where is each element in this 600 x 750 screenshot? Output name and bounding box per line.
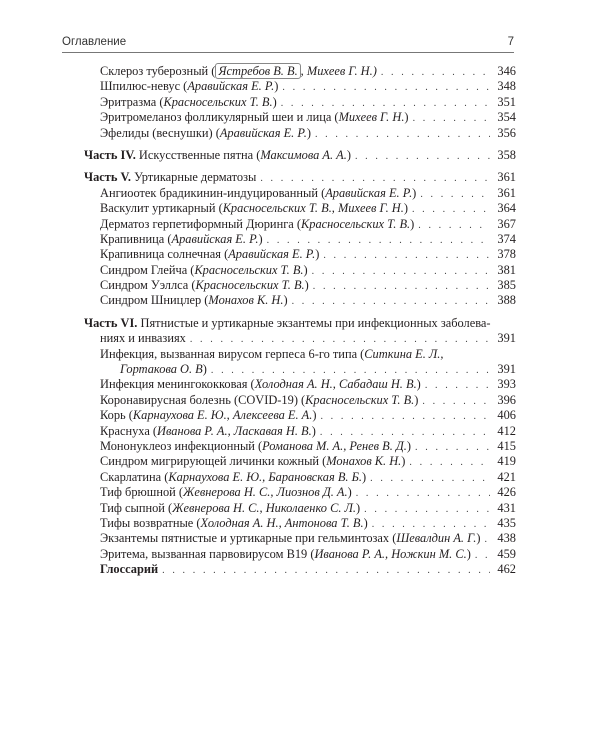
page-header: [62, 32, 514, 52]
toc-entry-tuberous-sclerosis[interactable]: Склероз туберозный ( Ястребов В. В. , Михеев Г. Н.) . . . 346: [84, 64, 516, 79]
toc-entry[interactable]: Скарлатина (Карнаухова Е. Ю., Барановская В. Б.) . . . 421: [84, 470, 516, 485]
dot-leader: [418, 218, 490, 233]
toc-entry[interactable]: Коронавирусная болезнь (COVID-19) (Красносельских Т. В.) . . . 396: [84, 393, 516, 408]
toc-page-number: 358: [497, 147, 516, 162]
toc-entry[interactable]: Эритема, вызванная парвовирусом B19 (Иванова Р. А., Ножкин М. С.) . . . 459: [84, 547, 516, 562]
toc-entry[interactable]: Дерматоз герпетиформный Дюринга (Красносельских Т. В.) . . . 367: [84, 217, 516, 232]
toc-page-number: 391: [497, 362, 516, 377]
dot-leader: [211, 363, 490, 378]
toc-entry[interactable]: Эритромеланоз фолликулярный шеи и лица (Михеев Г. Н.) . . . 354: [84, 110, 516, 125]
toc-entry[interactable]: Корь (Карнаухова Е. Ю., Алексеева Е. А.) . . . 406: [84, 408, 516, 423]
toc-page-number: 459: [497, 546, 516, 561]
dot-leader: [312, 264, 490, 279]
header-rule: [62, 52, 514, 53]
dot-leader: [281, 96, 490, 111]
dot-leader: [364, 502, 490, 517]
toc-page-number: 415: [497, 438, 516, 453]
toc-entry[interactable]: Васкулит уртикарный (Красносельских Т. В., Михеев Г. Н.) . . . 364: [84, 201, 516, 216]
highlighted-author: Ястребов В. В.: [215, 63, 300, 79]
dot-leader: [320, 409, 490, 424]
toc-page-number: 406: [497, 408, 516, 423]
dot-leader: [420, 187, 490, 202]
toc-page-number: 354: [497, 110, 516, 125]
toc-page-number: 388: [497, 293, 516, 308]
toc-page-number: 374: [497, 231, 516, 246]
toc-entry[interactable]: Ангиоотек брадикинин-индуцированный (Аравийская Е. Р.) . . . 361: [84, 186, 516, 201]
part-label: Часть IV.: [84, 147, 136, 162]
dot-leader: [282, 80, 490, 95]
dot-leader: [320, 425, 490, 440]
toc-page-number: 364: [497, 201, 516, 216]
toc-page-number: 421: [497, 469, 516, 484]
dot-leader: [323, 248, 490, 263]
dot-leader: [372, 517, 490, 532]
dot-leader: [415, 440, 490, 455]
dot-leader: [381, 65, 490, 80]
toc-entry[interactable]: Эфелиды (веснушки) (Аравийская Е. Р.) . . . 356: [84, 126, 516, 141]
table-of-contents: [84, 64, 516, 578]
toc-entry[interactable]: Синдром мигрирующей личинки кожный (Монахов К. Н.) . . . 419: [84, 454, 516, 469]
toc-entry-glossary[interactable]: Глоссарий . . . 462: [84, 562, 516, 577]
toc-page-number: 426: [497, 485, 516, 500]
dot-leader: [409, 455, 490, 470]
dot-leader: [190, 332, 490, 347]
toc-entry[interactable]: Эритразма (Красносельских Т. В.) . . . 351: [84, 95, 516, 110]
toc-page-number: 393: [497, 377, 516, 392]
toc-entry[interactable]: Мононуклеоз инфекционный (Романова М. А., Ренев В. Д.) . . . 415: [84, 439, 516, 454]
toc-page-number: 378: [497, 247, 516, 262]
dot-leader: [370, 471, 490, 486]
toc-page-number: 385: [497, 278, 516, 293]
dot-leader: [484, 532, 490, 547]
dot-leader: [267, 233, 490, 248]
dot-leader: [425, 378, 490, 393]
toc-entry[interactable]: Синдром Уэллса (Красносельских Т. В.) . . . 385: [84, 278, 516, 293]
dot-leader: [315, 127, 490, 142]
toc-page-number: 462: [497, 562, 516, 577]
toc-page-number: 435: [497, 515, 516, 530]
page-number: 7: [507, 36, 514, 48]
toc-page-number: 391: [497, 331, 516, 346]
dot-leader: [313, 279, 490, 294]
toc-entry[interactable]: Инфекция менингококковая (Холодная А. Н., Сабадаш Н. В.) . . . 393: [84, 377, 516, 392]
toc-page-number: 412: [497, 423, 516, 438]
toc-page-number: 346: [497, 64, 516, 78]
toc-page-number: 351: [497, 94, 516, 109]
dot-leader: [475, 548, 490, 563]
toc-page-number: 348: [497, 79, 516, 94]
toc-page-number: 396: [497, 392, 516, 407]
dot-leader: [356, 486, 490, 501]
toc-page-number: 356: [497, 125, 516, 140]
toc-page-number: 381: [497, 262, 516, 277]
toc-page-number: 438: [497, 531, 516, 546]
toc-page-number: 419: [497, 454, 516, 469]
running-title: Оглавление: [62, 36, 127, 48]
toc-entry-herpes-6[interactable]: Инфекция, вызванная вирусом герпеса 6-го типа (Ситкина Е. Л., Гортакова О. В) . . . 391: [84, 347, 516, 378]
toc-entry[interactable]: Экзантемы пятнистые и уртикарные при гельминтозах (Шевалдин А. Г.) . . . 438: [84, 531, 516, 546]
dot-leader: [413, 111, 490, 126]
toc-part-6[interactable]: Часть VI. Пятнистые и уртикарные экзантемы при инфекционных заболева- ниях и инвазиях . . . 391: [84, 316, 516, 347]
toc-entry[interactable]: Тифы возвратные (Холодная А. Н., Антонова Т. В.) . . . 435: [84, 516, 516, 531]
toc-entry[interactable]: Шпилюс-невус (Аравийская Е. Р.) . . . 348: [84, 79, 516, 94]
dot-leader: [260, 171, 490, 186]
toc-page-number: 361: [497, 170, 516, 185]
toc-entry[interactable]: Синдром Шницлер (Монахов К. Н.) . . . 388: [84, 293, 516, 308]
toc-page-number: 367: [497, 216, 516, 231]
toc-entry[interactable]: Краснуха (Иванова Р. А., Ласкавая Н. В.) . . . 412: [84, 424, 516, 439]
toc-page-number: 431: [497, 500, 516, 515]
dot-leader: [422, 394, 490, 409]
part-label: Часть VI.: [84, 315, 138, 330]
toc-entry[interactable]: Крапивница солнечная (Аравийская Е. Р.) . . . 378: [84, 247, 516, 262]
toc-entry[interactable]: Синдром Глейча (Красносельских Т. В.) . . . 381: [84, 263, 516, 278]
toc-entry[interactable]: Крапивница (Аравийская Е. Р.) . . . 374: [84, 232, 516, 247]
dot-leader: [162, 563, 490, 578]
dot-leader: [292, 294, 490, 309]
toc-entry[interactable]: Тиф брюшной (Жевнерова Н. С., Лиознов Д. А.) . . . 426: [84, 485, 516, 500]
dot-leader: [355, 149, 490, 164]
toc-part-5[interactable]: Часть V. Уртикарные дерматозы . . . 361: [84, 170, 516, 185]
toc-part-4[interactable]: Часть IV. Искусственные пятна (Максимова А. А.) . . . 358: [84, 148, 516, 163]
dot-leader: [412, 202, 490, 217]
toc-page-number: 361: [497, 185, 516, 200]
part-label: Часть V.: [84, 170, 131, 185]
toc-entry[interactable]: Тиф сыпной (Жевнерова Н. С., Николаенко С. Л.) . . . 431: [84, 501, 516, 516]
